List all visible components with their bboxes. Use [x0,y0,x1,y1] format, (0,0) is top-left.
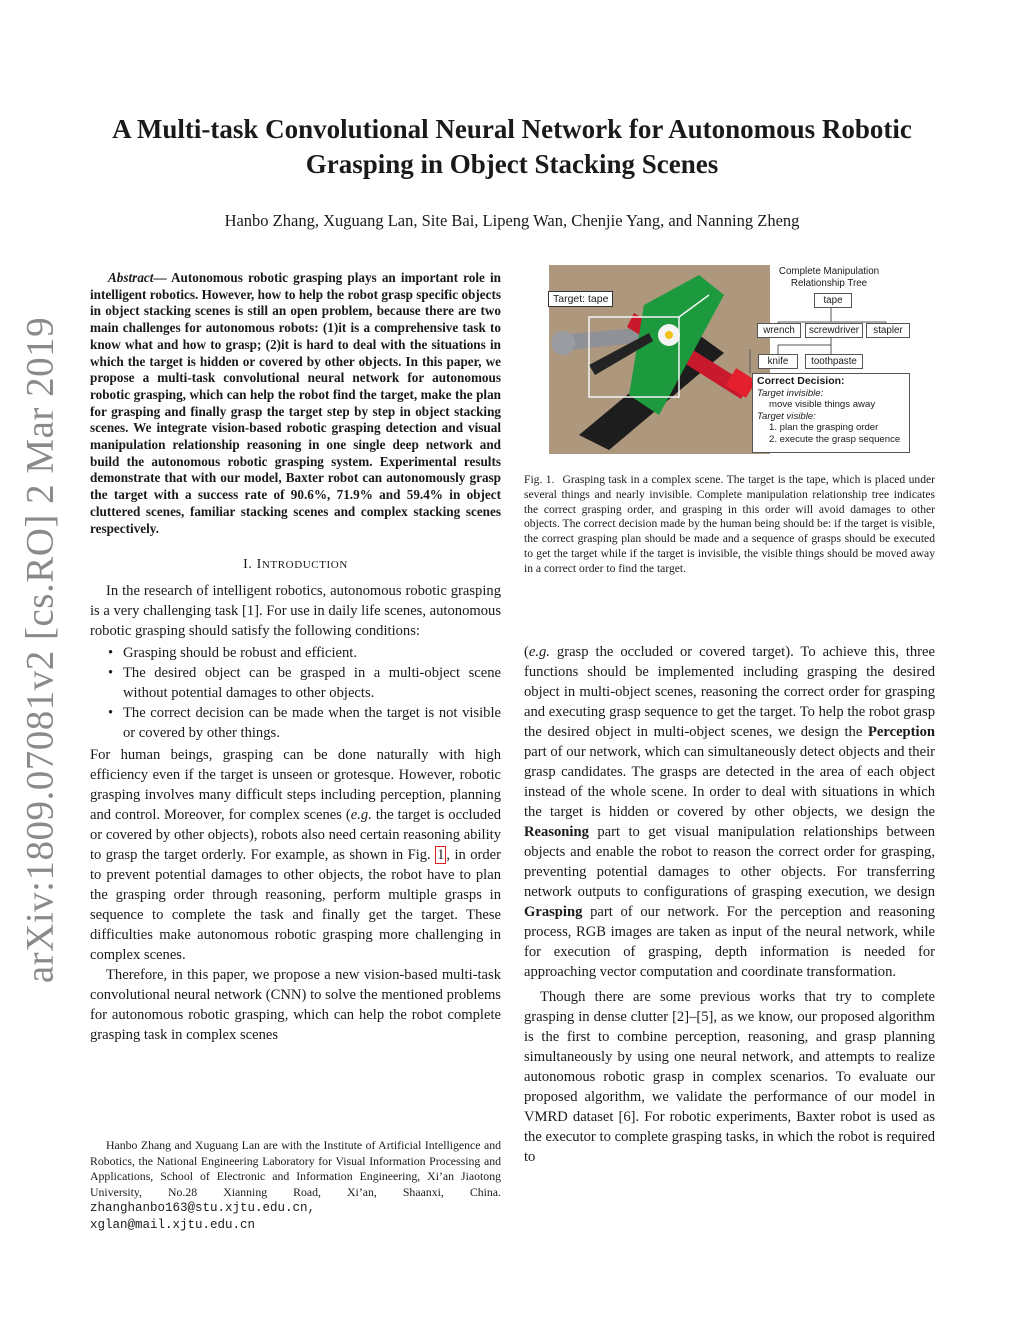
text-run: part of our network. For the perception and reasoning process, RGB images are taken as input of the neural network, while for execution of grasping, depth information is needed for approaching vector computation and coordinate transformation. [524,904,935,980]
text-run-italic: e.g. [528,644,550,660]
footnote-text: Hanbo Zhang and Xuguang Lan are with the Institute of Artificial Intelligence and Robotics, the National Engineering Laboratory for Visual Information Processing and Applications, School of Electronic and Information Engineering, Xi’an Jiaotong University, No.28 Xianning Road, Xi’an, Shaanxi, China. [90,1138,501,1199]
author-footnote [90,1138,501,1234]
text-run: part to get visual manipulation relationships between objects and enable the robot to reason the correct order for grasping, preventing potential damages to other objects. For transferring network outputs to configurations of grasping execution, we design [524,824,935,900]
tree-title-line: Relationship Tree [790,278,868,289]
intro-paragraph-3: Therefore, in this paper, we propose a new vision-based multi-task convolutional neural network (CNN) to solve the mentioned problems for autonomous robotic grasping, which can help the robot complete grasping task in complex scenes [90,967,501,1044]
conditions-list [90,643,501,743]
right-column-body [524,642,935,1167]
list-item [108,663,501,703]
section-number: I. [243,557,253,573]
figure-1-caption [524,473,935,577]
figure-1 [524,265,935,465]
intro-paragraph-1: In the research of intelligent robotics, autonomous robotic grasping is a very challenging task [1]. For use in daily life scenes, autonomous robotic grasping should satisfy the following conditions: [90,583,501,640]
decision-title: Correct Decision: [757,375,845,387]
left-column [90,270,501,1045]
text-run-italic: e.g. [350,807,372,824]
abstract [90,270,501,537]
text-run: grasp the occluded or covered target). To achieve this, three functions should be implemented including grasping the desired object in multi-object scenes, reasoning the correct order for grasping and executing grasp sequence to get the target. To help the robot grasp the desired object in multi-object scenes, we design the [524,644,935,740]
section-heading-introduction [90,557,501,573]
decision-visible-label: Target visible: [757,410,816,422]
right-paragraph-2: Though there are some previous works that try to complete grasping in dense clutter [2]–[5], as we know, our proposed algorithm is the first to combine perception, reasoning, and grasp planning simultaneously by using one neural network, and attempts to realize autonomous robotic grasp in complex scenarios. To evaluate our proposed algorithm, we validate the performance of our model in VMRD dataset [6]. For robotic experiments, Baxter robot is used as the executor to complete grasping tasks, in which the robot is required to [524,989,935,1165]
abstract-text: — Autonomous robotic grasping plays an important role in intelligent robotics. However, how to help the robot grasp specific objects in object stacking scenes is still an open problem, because there are two main challenges for autonomous robots: (1)it is a comprehensive task to know what and how to grasp; (2)it is hard to deal with the situations in which the target is hidden or covered by other objects. In this paper, we propose a multi-task convolutional neural network for autonomous robotic grasping, which can help the robot find the target, make the plan for grasping and finally grasp the target step by step in object stacking scenes. We integrate vision-based robotic grasping detection and visual manipulation relationship reasoning in one single deep network and build the autonomous robotic grasping system. Experimental results demonstrate that with our model, Baxter robot can autonomously grasp the target with a success rate of 90.6%, 71.9% and 59.4% in object cluttered scenes, familiar stacking scenes and complex stacking scenes respectively. [90,270,501,536]
arxiv-sidebar [0,316,80,984]
tree-node-wrench: wrench [757,323,801,338]
bullet-icon: • [108,705,114,722]
decision-step: 2. execute the grasp sequence [769,433,901,445]
term-grasping: Grasping [524,904,583,920]
decision-step: 1. plan the grasping order [769,422,879,433]
section-title-initial: I [256,557,262,573]
list-item-text: The desired object can be grasped in a multi-object scene without potential damages to other objects. [123,665,501,702]
figure-1-link[interactable]: 1 [437,847,445,864]
text-run: , in order to prevent potential damages to other objects, the robot have to plan the grasping order through reasoning, perform multiple grasps in sequence to complete the task and finally get the target. These difficulties make autonomous robotic grasping more challenging in complex scenes. [90,847,502,964]
term-perception: Perception [867,724,935,740]
paper-authors: Hanbo Zhang, Xuguang Lan, Site Bai, Lipeng Wan, Chenjie Yang, and Nanning Zheng [224,211,800,230]
text-run: For human beings, grasping can be done naturally with high efficiency even if the target is unseen or grotesque. However, robotic grasping involves many difficult steps including perception, planning and control. Moreover, for complex scenes ( [90,747,501,824]
correct-decision-box [752,373,910,453]
tree-node-tape: tape [814,293,852,308]
list-item-text: Grasping should be robust and efficient. [123,645,357,662]
arxiv-identifier: arXiv:1809.07081v2 [cs.RO] 2 Mar 2019 [18,316,62,984]
tree-node-stapler: stapler [866,323,910,338]
section-title-rest: NTRODUCTION [261,559,348,572]
bullet-icon: • [108,665,114,682]
tree-node-toothpaste: toothpaste [805,354,863,369]
list-item [108,643,501,663]
email-link[interactable]: zhanghanbo163@stu.xjtu.edu.cn, [90,1201,316,1216]
term-reasoning: Reasoning [524,824,589,840]
decision-invisible-label: Target invisible: [757,387,824,399]
right-column-top [524,265,935,577]
list-item-text: The correct decision can be made when the target is not visible or covered by other things. [123,705,501,742]
caption-label: Fig. 1. [524,473,555,486]
email-link[interactable]: xglan@mail.xjtu.edu.cn [90,1217,256,1232]
text-run: part of our network, which can simultaneously detect objects and their grasp candidates. The grasps are detected in the area of each object instead of the whole scene. In order to deal with situations in which the target is hidden or covered by other objects, we design the [524,744,935,820]
text-run: the target is occluded or covered by other objects), robots also need certain reasoning ability to grasp the target orderly. For example, as shown in Fig. [90,807,501,864]
tree-title-line: Complete Manipulation [778,266,880,277]
tree-node-screwdriver: screwdriver [805,323,863,338]
caption-text: Grasping task in a complex scene. The target is the tape, which is placed under several things and nearly invisible. Complete manipulation relationship tree indicates the correct grasping order, and grasping in this order will avoid damages to other objects. The correct decision made by the human being should be: if the target is visible, the correct grasping plan should be made and a sequence of grasps should be executed to get the target while if the target is invisible, the visible things should be moved away in a correct order to find the target. [524,473,935,575]
paper-title: A Multi-task Convolutional Neural Network for Autonomous Robotic Grasping in Object Stacking Scenes [112,114,912,179]
target-label: Target: tape [548,291,613,307]
tree-node-knife: knife [758,354,798,369]
abstract-label: Abstract [108,270,154,285]
list-item [108,703,501,743]
decision-invisible-action: move visible things away [769,399,876,410]
right-paragraph-1: (e.g. grasp the occluded or covered target). To achieve this, three functions should be implemented including grasping the desired object in multi-object scenes, reasoning the correct order for grasping and executing grasp sequence to get the target. To help the robot grasp the desired object in multi-object scenes, we design the Perception part of our network, which can simultaneously detect objects and their grasp candidates. The grasps are detected in the area of each object instead of the whole scene. In order to deal with situations in which the target is hidden or covered by other objects, we design the Reasoning part to get visual manipulation relationships between objects and enable the robot to reason the correct order for grasping, preventing potential damages to other objects. For transferring network outputs to configurations of grasping execution, we design Grasping part of our network. For the perception and reasoning process, RGB images are taken as input of the neural network, while for execution of grasping, depth information is needed for approaching vector computation and coordinate transformation. [524,644,935,980]
bullet-icon: • [108,645,114,662]
intro-paragraph-2 [90,745,501,965]
